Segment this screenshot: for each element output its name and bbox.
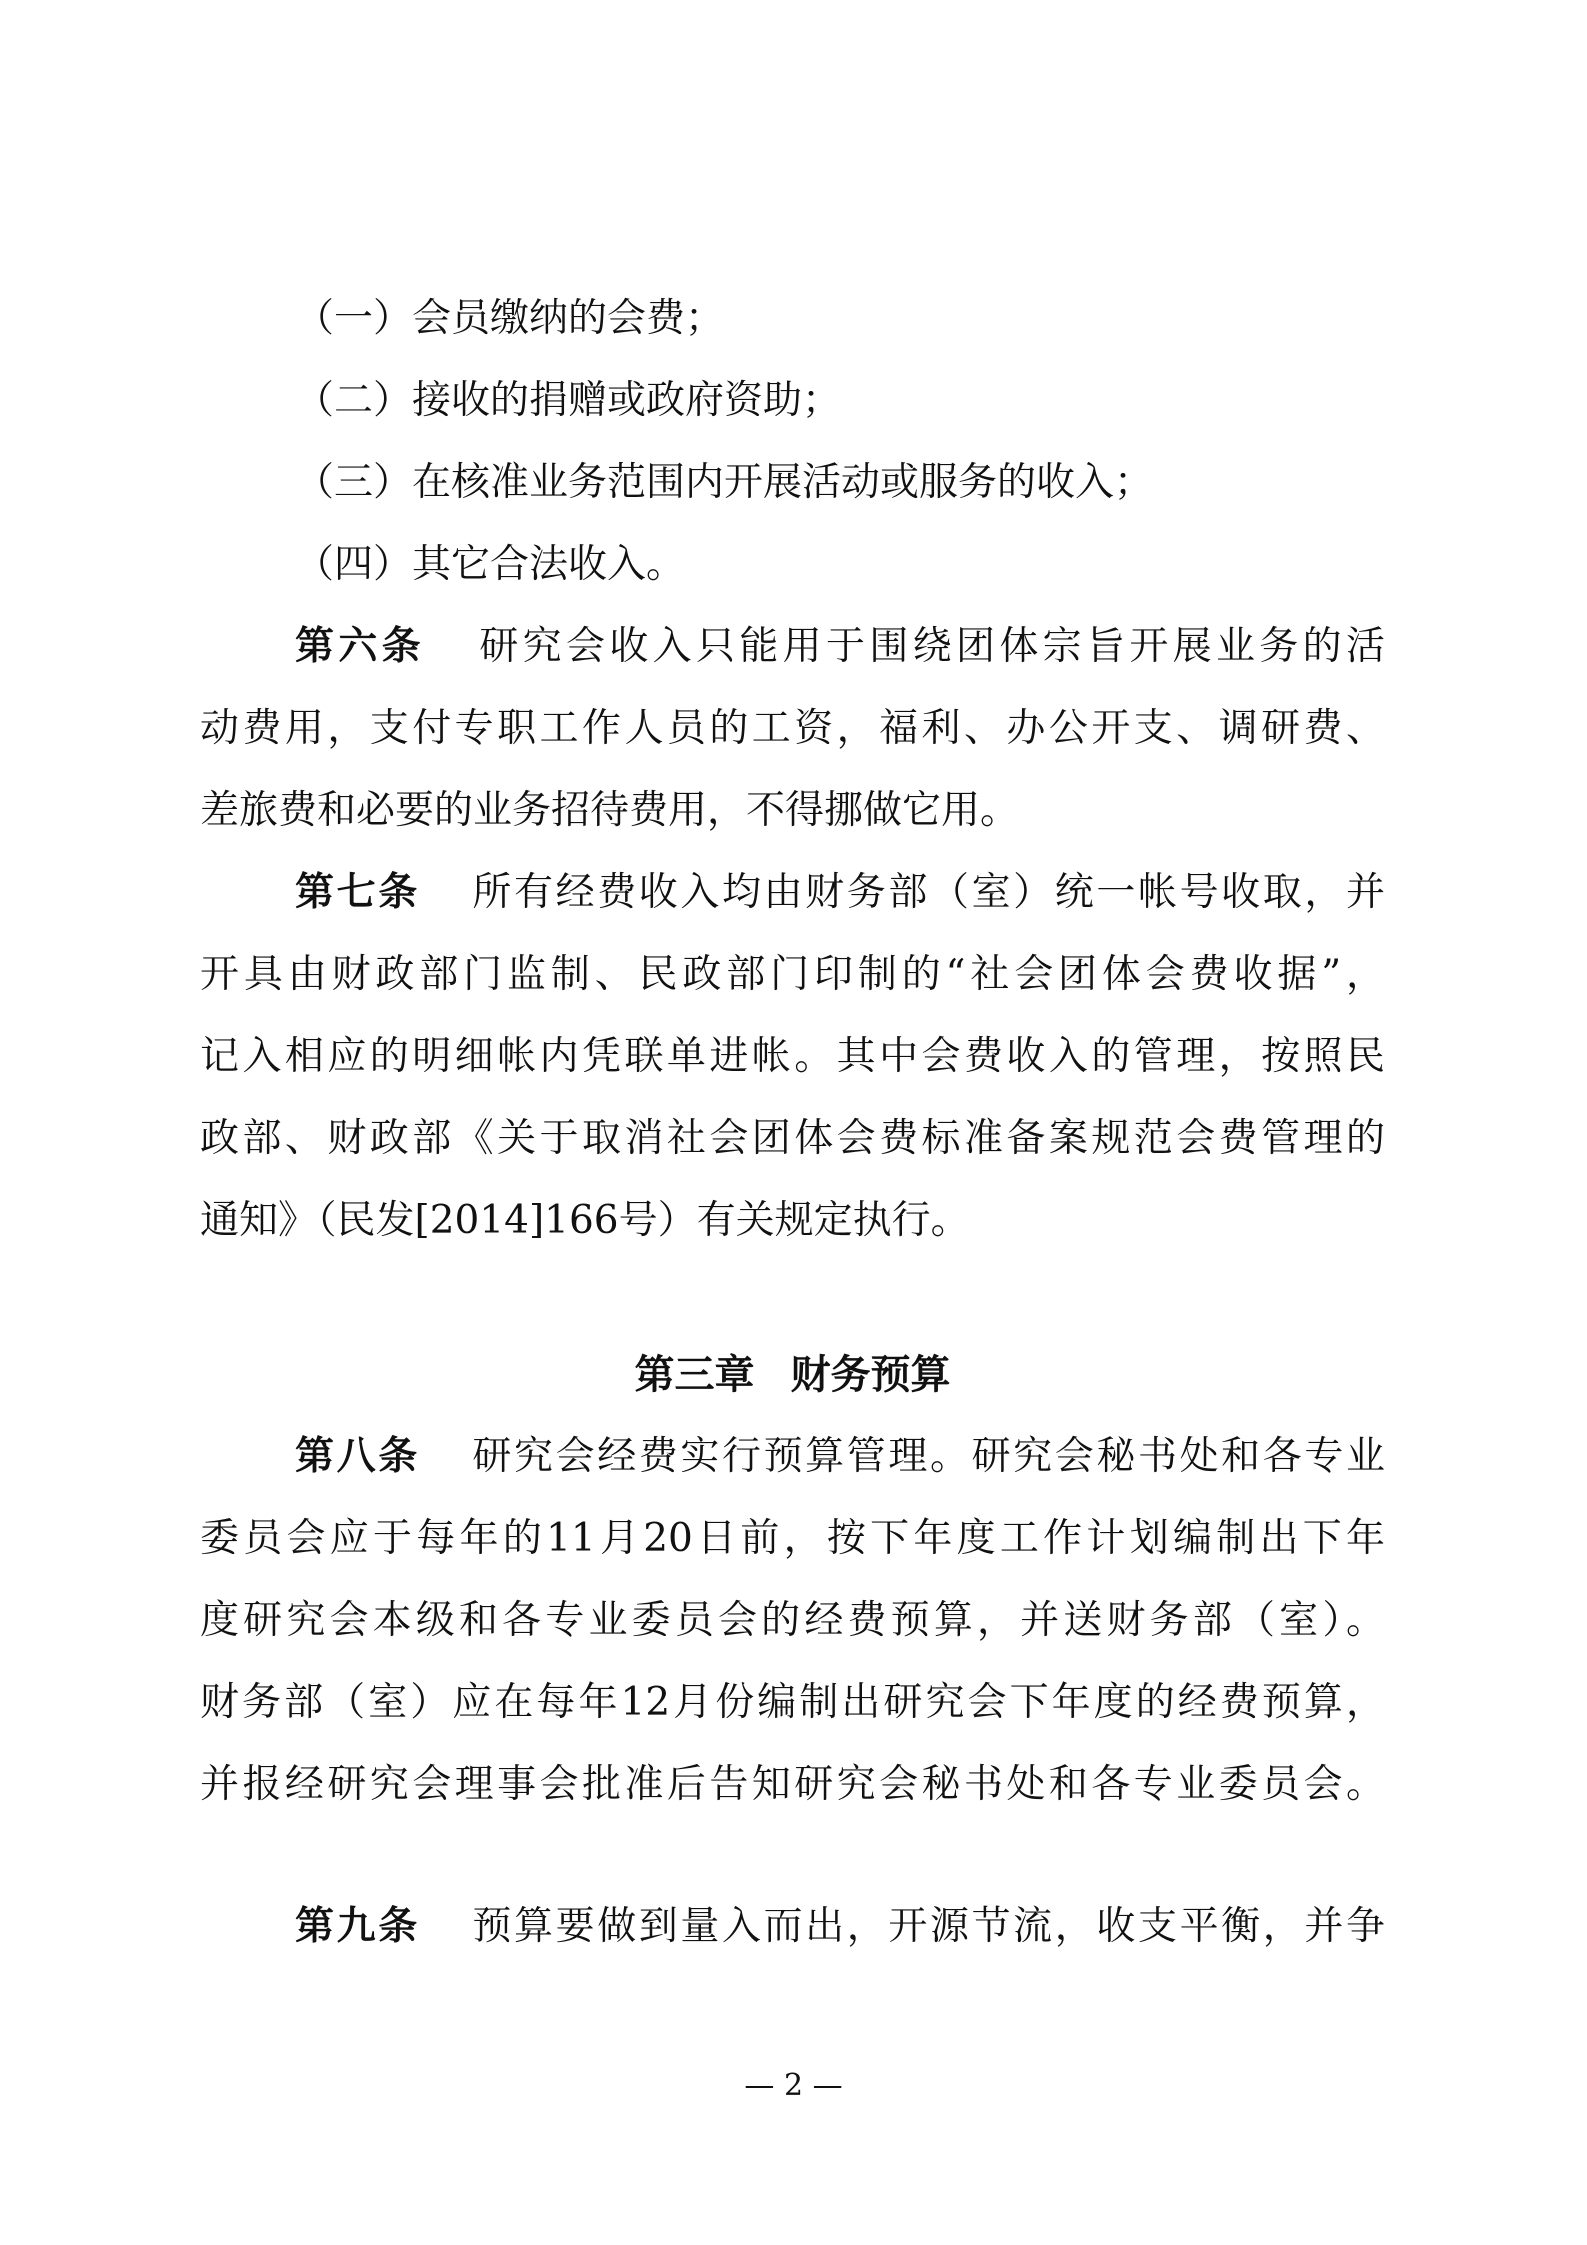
article-text: 所有经费收入均由财务部（室）统一帐号收取，并	[469, 870, 1385, 915]
article-line: 政部、财政部《关于取消社会团体会费标准备案规范会费管理的	[200, 1116, 1385, 1161]
article-line: 差旅费和必要的业务招待费用，不得挪做它用。	[200, 788, 1020, 833]
article-text: 研究会收入只能用于围绕团体宗旨开展业务的活	[475, 624, 1385, 669]
page-number: — 2 —	[744, 2068, 843, 2103]
article-first-line	[200, 606, 1385, 688]
article-first-line	[200, 1886, 1385, 1968]
article-first-line	[200, 1416, 1385, 1498]
article-label: 第七条	[295, 870, 420, 915]
list-item: （四）其它合法收入。	[295, 542, 686, 587]
article-7	[200, 852, 1385, 1262]
article-label: 第九条	[295, 1904, 420, 1949]
article-label: 第八条	[295, 1434, 420, 1479]
income-list	[200, 278, 1385, 606]
article-line: 财务部（室）应在每年12月份编制出研究会下年度的经费预算，	[200, 1680, 1385, 1725]
article-line: 并报经研究会理事会批准后告知研究会秘书处和各专业委员会。	[200, 1762, 1385, 1807]
document-body	[200, 278, 1385, 1968]
article-text: 研究会经费实行预算管理。研究会秘书处和各专业	[469, 1434, 1385, 1479]
chapter-title: 财务预算	[790, 1352, 951, 1398]
article-line: 委员会应于每年的11月20日前，按下年度工作计划编制出下年	[200, 1516, 1385, 1561]
article-9	[200, 1886, 1385, 1968]
chapter-heading	[200, 1334, 1385, 1416]
article-label: 第六条	[295, 624, 425, 669]
article-line: 记入相应的明细帐内凭联单进帐。其中会费收入的管理，按照民	[200, 1034, 1385, 1079]
article-6	[200, 606, 1385, 852]
article-text: 预算要做到量入而出，开源节流，收支平衡，并争	[469, 1904, 1385, 1949]
article-8	[200, 1416, 1385, 1826]
article-line: 通知》（民发[2014]166号）有关规定执行。	[200, 1198, 970, 1243]
chapter-number: 第三章	[634, 1352, 755, 1398]
article-first-line	[200, 852, 1385, 934]
article-line: 度研究会本级和各专业委员会的经费预算，并送财务部（室）。	[200, 1598, 1385, 1643]
article-line: 开具由财政部门监制、民政部门印制的“社会团体会费收据”，	[200, 952, 1385, 997]
list-item: （一）会员缴纳的会费；	[295, 296, 725, 341]
list-item: （三）在核准业务范围内开展活动或服务的收入；	[295, 460, 1154, 505]
article-line: 动费用，支付专职工作人员的工资，福利、办公开支、调研费、	[200, 706, 1385, 751]
list-item: （二）接收的捐赠或政府资助；	[295, 378, 842, 423]
